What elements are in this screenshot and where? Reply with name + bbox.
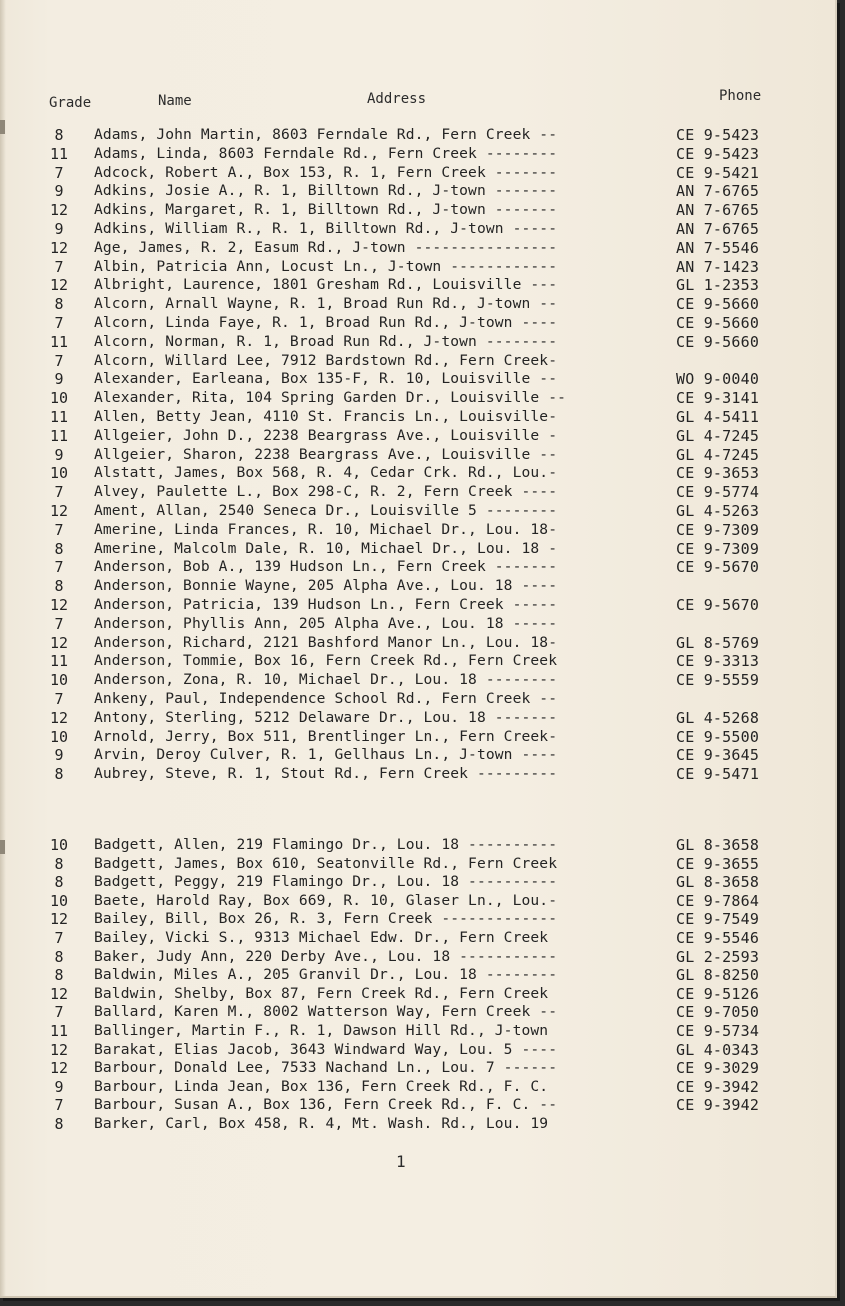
grade-cell: 11 bbox=[49, 652, 69, 671]
name-address-cell: Albright, Laurence, 1801 Gresham Rd., Louisville --- bbox=[94, 276, 558, 294]
phone-cell: CE 9-7050 bbox=[676, 1003, 760, 1022]
header-phone: Phone bbox=[719, 88, 762, 104]
directory-row bbox=[0, 521, 835, 540]
grade-cell: 7 bbox=[54, 351, 64, 370]
phone-cell: GL 8-5769 bbox=[676, 633, 760, 652]
phone-cell: GL 1-2353 bbox=[676, 276, 760, 295]
grade-cell: 12 bbox=[49, 238, 69, 257]
grade-cell: 10 bbox=[49, 389, 69, 408]
phone-cell: CE 9-3655 bbox=[676, 854, 760, 873]
directory-row bbox=[0, 948, 835, 967]
name-address-cell: Adkins, William R., R. 1, Billtown Rd., J-town ----- bbox=[94, 219, 558, 237]
name-address-cell: Anderson, Phyllis Ann, 205 Alpha Ave., Lou. 18 ----- bbox=[94, 614, 558, 632]
grade-cell: 8 bbox=[54, 947, 64, 966]
phone-cell: AN 7-5546 bbox=[676, 238, 760, 257]
grade-cell: 12 bbox=[49, 276, 69, 295]
grade-cell: 10 bbox=[49, 891, 69, 910]
grade-cell: 7 bbox=[54, 520, 64, 539]
directory-row bbox=[0, 427, 835, 446]
directory-row bbox=[0, 596, 835, 615]
grade-cell: 10 bbox=[49, 671, 69, 690]
grade-cell: 8 bbox=[54, 873, 64, 892]
phone-cell: GL 4-5411 bbox=[676, 407, 760, 426]
name-address-cell: Badgett, Allen, 219 Flamingo Dr., Lou. 18 ---------- bbox=[94, 836, 558, 853]
phone-cell: CE 9-5471 bbox=[676, 765, 760, 784]
phone-cell: CE 9-3141 bbox=[676, 389, 760, 408]
name-address-cell: Anderson, Zona, R. 10, Michael Dr., Lou. 18 -------- bbox=[94, 671, 558, 689]
directory-row bbox=[0, 239, 835, 258]
name-address-cell: Badgett, James, Box 610, Seatonville Rd., Fern Creek bbox=[94, 854, 558, 872]
name-address-cell: Baldwin, Shelby, Box 87, Fern Creek Rd., Fern Creek bbox=[94, 984, 549, 1002]
phone-cell: AN 7-6765 bbox=[676, 201, 760, 220]
name-address-cell: Alcorn, Arnall Wayne, R. 1, Broad Run Rd., J-town -- bbox=[94, 295, 558, 313]
header-address: Address bbox=[367, 91, 427, 107]
name-address-cell: Anderson, Tommie, Box 16, Fern Creek Rd., Fern Creek bbox=[94, 652, 558, 670]
name-address-cell: Bailey, Vicki S., 9313 Michael Edw. Dr., Fern Creek bbox=[94, 928, 549, 946]
grade-cell: 7 bbox=[54, 1003, 64, 1022]
phone-cell: GL 4-7245 bbox=[676, 426, 760, 445]
grade-cell: 7 bbox=[54, 689, 64, 708]
directory-row bbox=[0, 408, 835, 427]
directory-row bbox=[0, 258, 835, 277]
grade-cell: 7 bbox=[54, 558, 64, 577]
phone-cell: GL 4-5263 bbox=[676, 501, 760, 520]
name-address-cell: Bailey, Bill, Box 26, R. 3, Fern Creek ------------- bbox=[94, 910, 558, 928]
grade-cell: 8 bbox=[54, 966, 64, 985]
grade-cell: 7 bbox=[54, 928, 64, 947]
phone-cell: CE 9-5670 bbox=[676, 595, 760, 614]
name-address-cell: Amerine, Linda Frances, R. 10, Michael Dr., Lou. 18- bbox=[94, 520, 558, 538]
directory-row bbox=[0, 652, 835, 671]
grade-cell: 8 bbox=[54, 1114, 64, 1133]
phone-cell: GL 4-7245 bbox=[676, 445, 760, 464]
directory-row bbox=[0, 690, 835, 709]
page-number: 1 bbox=[396, 1152, 406, 1171]
directory-row bbox=[0, 352, 835, 371]
section-b-listing bbox=[0, 836, 835, 1134]
directory-row bbox=[0, 615, 835, 634]
name-address-cell: Ankeny, Paul, Independence School Rd., Fern Creek -- bbox=[94, 689, 558, 707]
name-address-cell: Baker, Judy Ann, 220 Derby Ave., Lou. 18 ----------- bbox=[94, 947, 558, 965]
name-address-cell: Barbour, Susan A., Box 136, Fern Creek Rd., F. C. -- bbox=[94, 1096, 558, 1114]
name-address-cell: Age, James, R. 2, Easum Rd., J-town ---------------- bbox=[94, 238, 558, 256]
phone-cell: AN 7-6765 bbox=[676, 182, 760, 201]
grade-cell: 9 bbox=[54, 219, 64, 238]
directory-row bbox=[0, 145, 835, 164]
name-address-cell: Alstatt, James, Box 568, R. 4, Cedar Crk. Rd., Lou.- bbox=[94, 464, 558, 482]
phone-cell: CE 9-7309 bbox=[676, 539, 760, 558]
phone-cell: CE 9-3942 bbox=[676, 1096, 760, 1115]
phone-cell: GL 8-8250 bbox=[676, 966, 760, 985]
phone-cell: GL 2-2593 bbox=[676, 947, 760, 966]
name-address-cell: Adams, Linda, 8603 Ferndale Rd., Fern Creek -------- bbox=[94, 144, 558, 162]
grade-cell: 12 bbox=[49, 595, 69, 614]
header-name: Name bbox=[158, 93, 192, 109]
phone-cell: CE 9-5546 bbox=[676, 928, 760, 947]
grade-cell: 9 bbox=[54, 1077, 64, 1096]
directory-row bbox=[0, 295, 835, 314]
phone-cell: GL 4-5268 bbox=[676, 708, 760, 727]
directory-row bbox=[0, 1041, 835, 1060]
name-address-cell: Aubrey, Steve, R. 1, Stout Rd., Fern Creek --------- bbox=[94, 765, 558, 783]
directory-row bbox=[0, 1059, 835, 1078]
name-address-cell: Barker, Carl, Box 458, R. 4, Mt. Wash. Rd., Lou. 19 bbox=[94, 1114, 549, 1132]
phone-cell: CE 9-5500 bbox=[676, 727, 760, 746]
grade-cell: 9 bbox=[54, 182, 64, 201]
grade-cell: 7 bbox=[54, 1096, 64, 1115]
name-address-cell: Albin, Patricia Ann, Locust Ln., J-town ------------ bbox=[94, 257, 558, 275]
name-address-cell: Anderson, Bonnie Wayne, 205 Alpha Ave., Lou. 18 ---- bbox=[94, 577, 558, 595]
phone-cell: CE 9-5423 bbox=[676, 144, 760, 163]
section-a-listing bbox=[0, 126, 835, 784]
grade-cell: 11 bbox=[49, 426, 69, 445]
header-grade: Grade bbox=[49, 95, 92, 111]
directory-row bbox=[0, 929, 835, 948]
grade-cell: 12 bbox=[49, 633, 69, 652]
name-address-cell: Alexander, Earleana, Box 135-F, R. 10, Louisville -- bbox=[94, 370, 558, 388]
name-address-cell: Allgeier, Sharon, 2238 Beargrass Ave., Louisville -- bbox=[94, 445, 558, 463]
name-address-cell: Adkins, Margaret, R. 1, Billtown Rd., J-town ------- bbox=[94, 201, 558, 219]
phone-cell: CE 9-5660 bbox=[676, 313, 760, 332]
name-address-cell: Antony, Sterling, 5212 Delaware Dr., Lou. 18 ------- bbox=[94, 708, 558, 726]
grade-cell: 12 bbox=[49, 1059, 69, 1078]
name-address-cell: Ballard, Karen M., 8002 Watterson Way, Fern Creek -- bbox=[94, 1003, 558, 1021]
directory-row bbox=[0, 164, 835, 183]
directory-row bbox=[0, 126, 835, 145]
name-address-cell: Adcock, Robert A., Box 153, R. 1, Fern Creek ------- bbox=[94, 163, 558, 181]
directory-row bbox=[0, 276, 835, 295]
name-address-cell: Ballinger, Martin F., R. 1, Dawson Hill Rd., J-town bbox=[94, 1021, 549, 1039]
directory-row bbox=[0, 464, 835, 483]
name-address-cell: Alvey, Paulette L., Box 298-C, R. 2, Fern Creek ---- bbox=[94, 483, 558, 501]
grade-cell: 8 bbox=[54, 295, 64, 314]
grade-cell: 10 bbox=[49, 836, 69, 854]
name-address-cell: Badgett, Peggy, 219 Flamingo Dr., Lou. 18 ---------- bbox=[94, 873, 558, 891]
grade-cell: 12 bbox=[49, 910, 69, 929]
directory-row bbox=[0, 855, 835, 874]
phone-cell: CE 9-5421 bbox=[676, 163, 760, 182]
phone-cell: GL 8-3658 bbox=[676, 873, 760, 892]
directory-row bbox=[0, 1115, 835, 1134]
directory-row bbox=[0, 201, 835, 220]
name-address-cell: Anderson, Bob A., 139 Hudson Ln., Fern Creek ------- bbox=[94, 558, 558, 576]
directory-row bbox=[0, 709, 835, 728]
directory-row bbox=[0, 765, 835, 784]
name-address-cell: Barakat, Elias Jacob, 3643 Windward Way, Lou. 5 ---- bbox=[94, 1040, 558, 1058]
phone-cell: CE 9-5559 bbox=[676, 671, 760, 690]
grade-cell: 7 bbox=[54, 313, 64, 332]
grade-cell: 8 bbox=[54, 765, 64, 784]
phone-cell: CE 9-7549 bbox=[676, 910, 760, 929]
directory-row bbox=[0, 910, 835, 929]
grade-cell: 8 bbox=[54, 854, 64, 873]
name-address-cell: Anderson, Patricia, 139 Hudson Ln., Fern Creek ----- bbox=[94, 595, 558, 613]
phone-cell: CE 9-3653 bbox=[676, 464, 760, 483]
phone-cell: CE 9-3942 bbox=[676, 1077, 760, 1096]
name-address-cell: Amerine, Malcolm Dale, R. 10, Michael Dr., Lou. 18 - bbox=[94, 539, 558, 557]
phone-cell: WO 9-0040 bbox=[676, 370, 760, 389]
directory-row bbox=[0, 370, 835, 389]
name-address-cell: Alcorn, Linda Faye, R. 1, Broad Run Rd., J-town ---- bbox=[94, 313, 558, 331]
phone-cell: CE 9-5660 bbox=[676, 332, 760, 351]
directory-row bbox=[0, 314, 835, 333]
directory-row bbox=[0, 483, 835, 502]
name-address-cell: Alexander, Rita, 104 Spring Garden Dr., Louisville -- bbox=[94, 389, 567, 407]
grade-cell: 11 bbox=[49, 407, 69, 426]
directory-row bbox=[0, 985, 835, 1004]
directory-row bbox=[0, 728, 835, 747]
directory-row bbox=[0, 873, 835, 892]
directory-row bbox=[0, 577, 835, 596]
grade-cell: 12 bbox=[49, 708, 69, 727]
grade-cell: 11 bbox=[49, 144, 69, 163]
phone-cell: CE 9-3645 bbox=[676, 746, 760, 765]
directory-row bbox=[0, 558, 835, 577]
phone-cell: AN 7-1423 bbox=[676, 257, 760, 276]
name-address-cell: Barbour, Linda Jean, Box 136, Fern Creek Rd., F. C. bbox=[94, 1077, 549, 1095]
name-address-cell: Arnold, Jerry, Box 511, Brentlinger Ln., Fern Creek- bbox=[94, 727, 558, 745]
grade-cell: 7 bbox=[54, 163, 64, 182]
directory-row bbox=[0, 1022, 835, 1041]
phone-cell: GL 4-0343 bbox=[676, 1040, 760, 1059]
name-address-cell: Anderson, Richard, 2121 Bashford Manor Ln., Lou. 18- bbox=[94, 633, 558, 651]
directory-row bbox=[0, 220, 835, 239]
directory-row bbox=[0, 502, 835, 521]
directory-row bbox=[0, 836, 835, 855]
phone-cell: AN 7-6765 bbox=[676, 219, 760, 238]
directory-row bbox=[0, 746, 835, 765]
phone-cell: CE 9-5774 bbox=[676, 483, 760, 502]
directory-row bbox=[0, 1003, 835, 1022]
grade-cell: 8 bbox=[54, 126, 64, 144]
phone-cell: GL 8-3658 bbox=[676, 836, 760, 854]
grade-cell: 9 bbox=[54, 445, 64, 464]
column-header bbox=[0, 88, 835, 114]
grade-cell: 12 bbox=[49, 1040, 69, 1059]
grade-cell: 11 bbox=[49, 332, 69, 351]
name-address-cell: Baldwin, Miles A., 205 Granvil Dr., Lou. 18 -------- bbox=[94, 966, 558, 984]
grade-cell: 7 bbox=[54, 483, 64, 502]
directory-row bbox=[0, 1078, 835, 1097]
name-address-cell: Adkins, Josie A., R. 1, Billtown Rd., J-town ------- bbox=[94, 182, 558, 200]
phone-cell: CE 9-5670 bbox=[676, 558, 760, 577]
name-address-cell: Allen, Betty Jean, 4110 St. Francis Ln., Louisville- bbox=[94, 407, 558, 425]
name-address-cell: Ament, Allan, 2540 Seneca Dr., Louisville 5 -------- bbox=[94, 501, 558, 519]
phone-cell: CE 9-5126 bbox=[676, 984, 760, 1003]
phone-cell: CE 9-3029 bbox=[676, 1059, 760, 1078]
grade-cell: 12 bbox=[49, 201, 69, 220]
directory-row bbox=[0, 389, 835, 408]
directory-row bbox=[0, 540, 835, 559]
phone-cell: CE 9-5660 bbox=[676, 295, 760, 314]
grade-cell: 8 bbox=[54, 577, 64, 596]
phone-cell: CE 9-5734 bbox=[676, 1021, 760, 1040]
name-address-cell: Baete, Harold Ray, Box 669, R. 10, Glaser Ln., Lou.- bbox=[94, 891, 558, 909]
directory-row bbox=[0, 446, 835, 465]
directory-row bbox=[0, 892, 835, 911]
grade-cell: 10 bbox=[49, 464, 69, 483]
grade-cell: 12 bbox=[49, 501, 69, 520]
grade-cell: 9 bbox=[54, 746, 64, 765]
grade-cell: 7 bbox=[54, 257, 64, 276]
name-address-cell: Allgeier, John D., 2238 Beargrass Ave., Louisville - bbox=[94, 426, 558, 444]
name-address-cell: Barbour, Donald Lee, 7533 Nachand Ln., Lou. 7 ------ bbox=[94, 1059, 558, 1077]
name-address-cell: Alcorn, Norman, R. 1, Broad Run Rd., J-town -------- bbox=[94, 332, 558, 350]
phone-cell: CE 9-3313 bbox=[676, 652, 760, 671]
directory-row bbox=[0, 182, 835, 201]
directory-row bbox=[0, 671, 835, 690]
grade-cell: 7 bbox=[54, 614, 64, 633]
grade-cell: 11 bbox=[49, 1021, 69, 1040]
grade-cell: 8 bbox=[54, 539, 64, 558]
phone-cell: CE 9-7864 bbox=[676, 891, 760, 910]
directory-row bbox=[0, 333, 835, 352]
name-address-cell: Arvin, Deroy Culver, R. 1, Gellhaus Ln., J-town ---- bbox=[94, 746, 558, 764]
name-address-cell: Alcorn, Willard Lee, 7912 Bardstown Rd., Fern Creek- bbox=[94, 351, 558, 369]
directory-row bbox=[0, 966, 835, 985]
name-address-cell: Adams, John Martin, 8603 Ferndale Rd., Fern Creek -- bbox=[94, 126, 558, 143]
phone-cell: CE 9-5423 bbox=[676, 126, 760, 144]
grade-cell: 10 bbox=[49, 727, 69, 746]
directory-row bbox=[0, 1096, 835, 1115]
phone-cell: CE 9-7309 bbox=[676, 520, 760, 539]
grade-cell: 9 bbox=[54, 370, 64, 389]
grade-cell: 12 bbox=[49, 984, 69, 1003]
directory-row bbox=[0, 634, 835, 653]
